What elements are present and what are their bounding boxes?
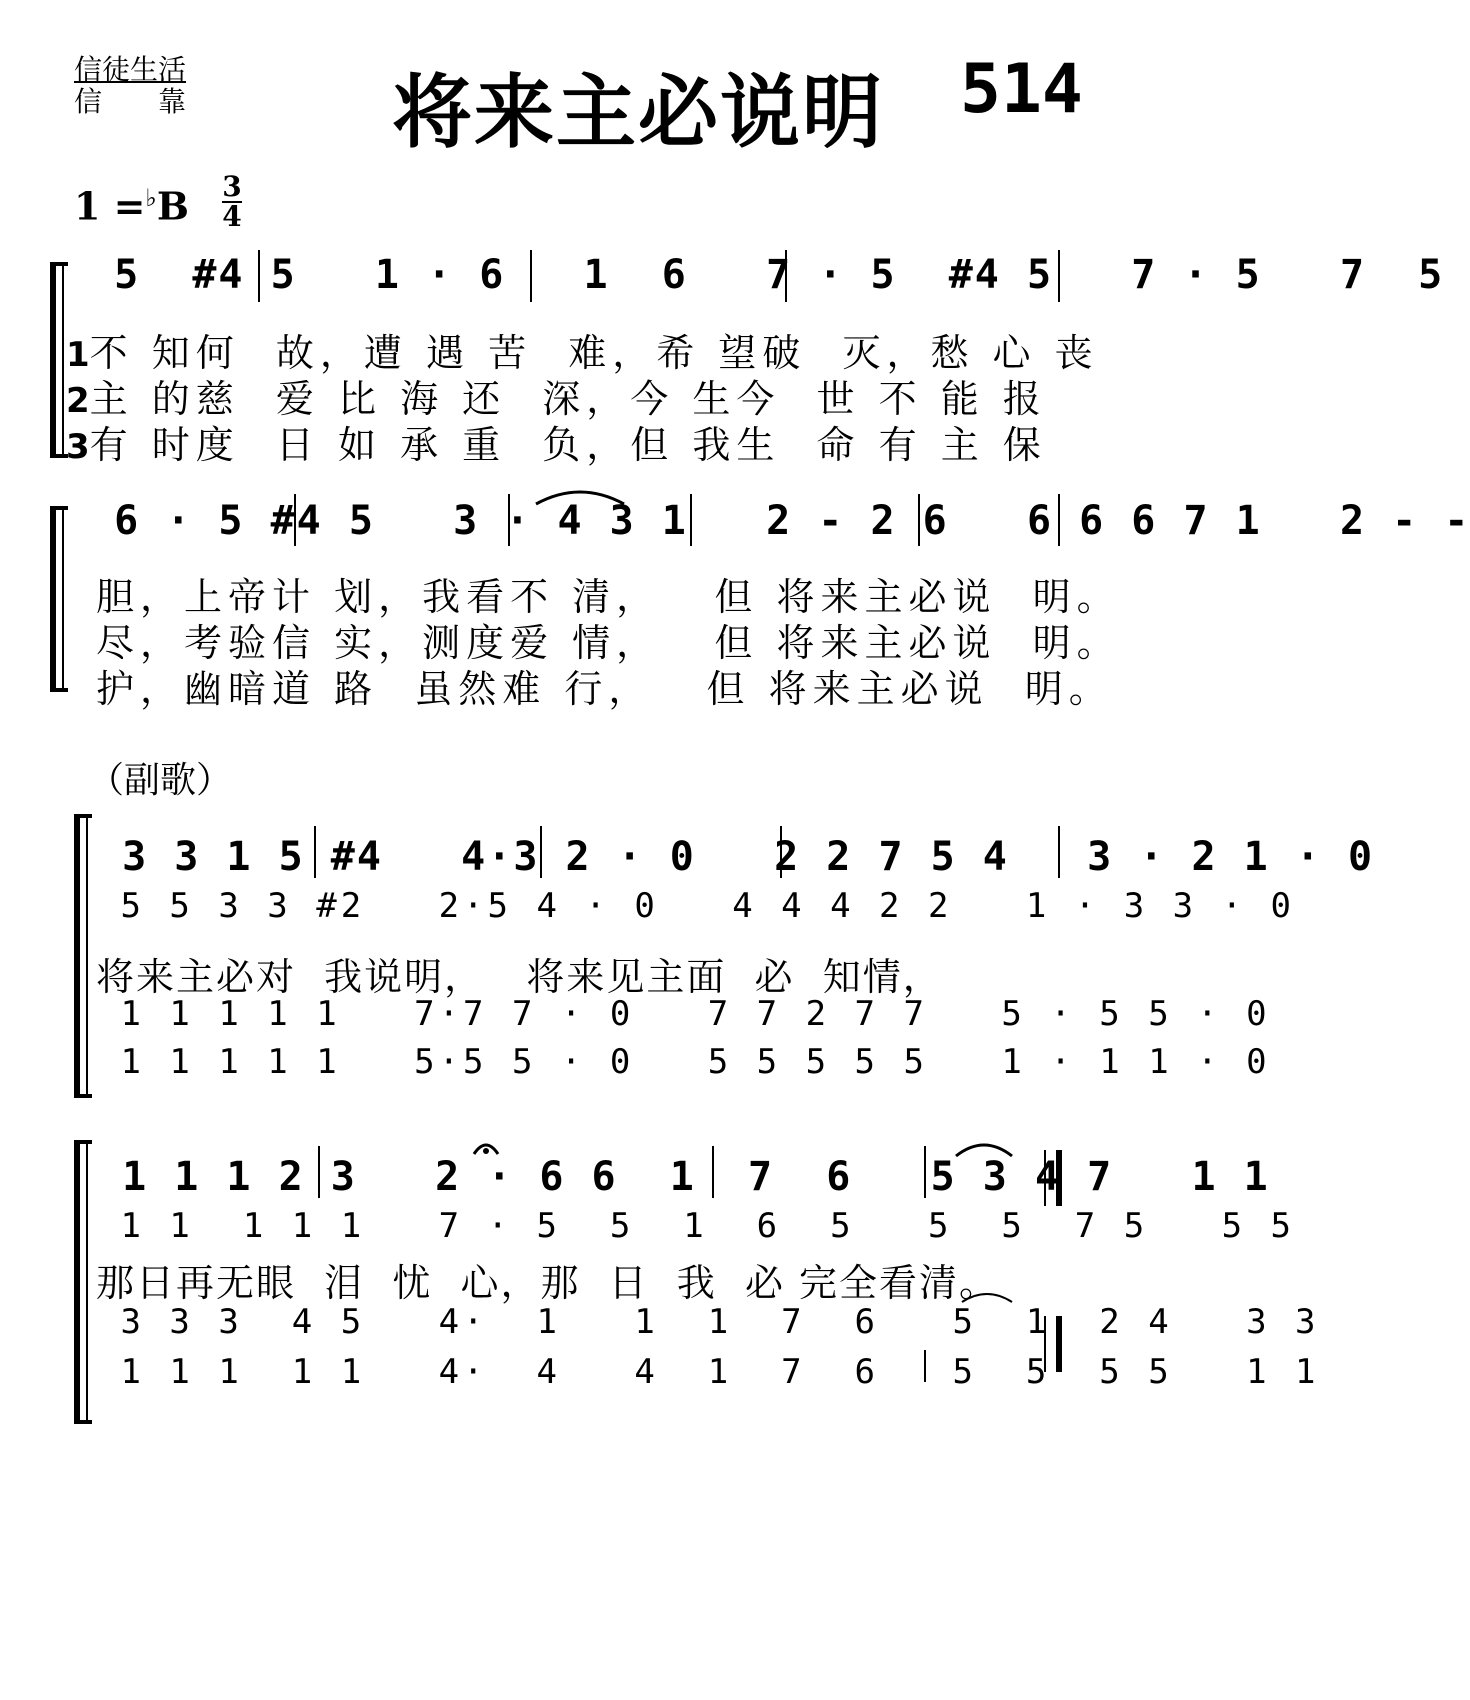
verse-number: 1 [66, 335, 90, 375]
key-note: B [156, 183, 189, 229]
category-line2-a: 信 [74, 85, 103, 118]
system3-tenor: 1 1 1 1 1 7·7 7 · 0 7 7 2 7 7 5 · 5 5 · 0 [96, 994, 1271, 1034]
system4-lyrics: 那日再无眼 泪 忧 心，那 日 我 必 完全看清。 [96, 1261, 1000, 1305]
system4-soprano: 1 1 1 2 3 2 · 6 6 1 7 6 5 3 4 7 1 1 [96, 1154, 1270, 1200]
verse-lyrics: 有 时度 日 如 承 重 负，但 我生 命 有 主 保 [89, 423, 1047, 467]
verse-lyrics: 不 知何 故，遭 遇 苦 难，希 望破 灭，愁 心 丧 [89, 331, 1099, 375]
category-line2-b: 靠 [158, 85, 187, 118]
key-signature [74, 183, 189, 229]
verse-line [66, 322, 1099, 375]
verse-line [66, 368, 1099, 421]
time-bottom: 4 [222, 200, 242, 233]
verse-lyrics: 主 的慈 爱 比 海 还 深，今 生今 世 不 能 报 [89, 377, 1047, 421]
category-label [74, 54, 186, 118]
hymn-number: 514 [960, 50, 1083, 129]
verse-lyrics: 尽，考验信 实，测度爱 情， 但 将来主必说 明。 [96, 621, 1121, 665]
verse-lyrics: 护，幽暗道 路 虽然难 行， 但 将来主必说 明。 [96, 667, 1113, 711]
hymn-title: 将来主必说明 [392, 66, 884, 159]
system4-bass: 1 1 1 1 1 4· 4 4 1 7 6 5 5 5 5 1 1 [96, 1352, 1320, 1392]
system3-bass: 1 1 1 1 1 5·5 5 · 0 5 5 5 5 5 1 · 1 1 · 0 [96, 1042, 1271, 1082]
system1-verses [66, 322, 1099, 467]
system2-melody: 6 · 5 #4 5 3 · 4 3 1 2 - 2 6 6 6 6 7 1 2 - - [88, 498, 1470, 544]
time-signature [218, 170, 246, 233]
system3-lyrics: 将来主必对 我说明， 将来见主面 必 知情， [96, 955, 943, 999]
system4-tenor: 3 3 3 4 5 4· 1 1 1 7 6 5 1 2 4 3 3 [96, 1302, 1320, 1342]
verse-number: 3 [66, 427, 90, 467]
category-line1: 信徒生活 [74, 53, 187, 86]
system3-soprano: 3 3 1 5 #4 4·3 2 · 0 2 2 7 5 4 3 · 2 1 · 0 [96, 834, 1375, 880]
system2-bracket [50, 506, 56, 692]
system4-bracket [74, 1140, 80, 1424]
verse-number: 2 [66, 381, 90, 421]
system3-alto: 5 5 3 3 #2 2·5 4 · 0 4 4 4 2 2 1 · 3 3 · 0 [96, 886, 1296, 926]
verse-lyrics: 胆，上帝计 划，我看不 清， 但 将来主必说 明。 [96, 575, 1121, 619]
system1-bracket [50, 262, 56, 458]
chorus-label: （副歌） [88, 760, 233, 801]
time-top: 3 [222, 170, 242, 203]
category-line2 [74, 86, 186, 118]
system3-bracket [74, 814, 80, 1098]
system1-melody: 5 #4 5 1 · 6 1 6 7 · 5 #4 5 7 · 5 7 5 [88, 252, 1445, 298]
system4-alto: 1 1 1 1 1 7 · 5 5 1 6 5 5 5 7 5 5 5 [96, 1206, 1296, 1246]
verse-line [66, 414, 1099, 467]
key-label: 1 = [74, 183, 146, 229]
flat-icon: ♭ [145, 183, 157, 212]
system2-verses [96, 566, 1121, 711]
